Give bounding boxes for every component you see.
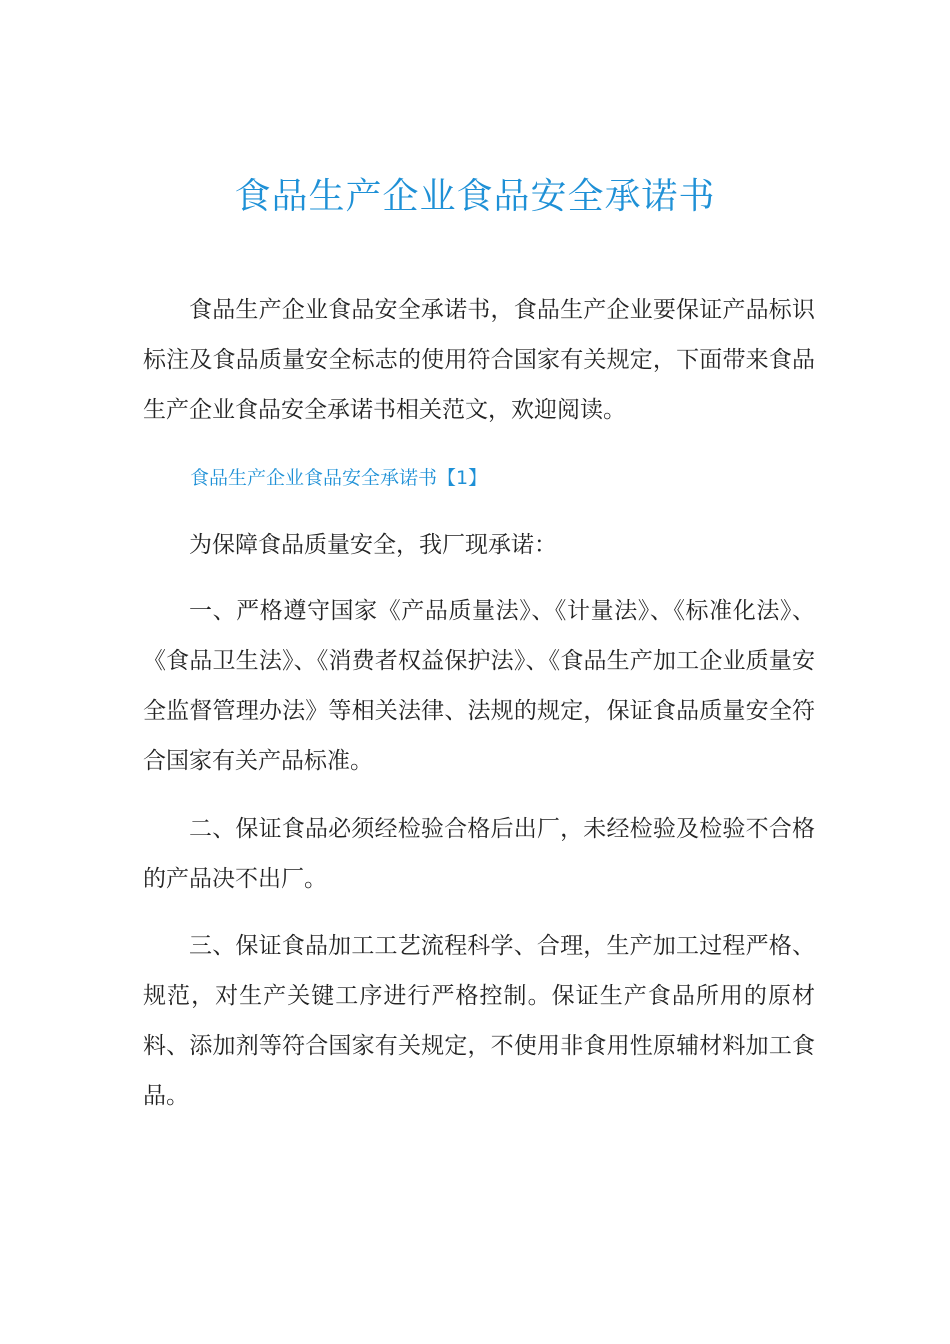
commitment-lead: 为保障食品质量安全，我厂现承诺： <box>189 532 557 558</box>
intro-paragraph: 食品生产企业食品安全承诺书，食品生产企业要保证产品标识标注及食品质量安全标志的使用符合国家有关规定，下面带来食品生产企业食品安全承诺书相关范文，欢迎阅读。 <box>143 297 815 423</box>
document-title: 食品生产企业食品安全承诺书 <box>234 176 716 217</box>
commitment-item-1: 一、严格遵守国家《产品质量法》、《计量法》、《标准化法》、《食品卫生法》、《消费者权益保护法》、《食品生产加工企业质量安全监督管理办法》等相关法律、法规的规定，保证食品质量安全符合国家有关产品标准。 <box>143 598 815 774</box>
section-heading: 食品生产企业食品安全承诺书【1】 <box>190 467 488 489</box>
commitment-item-3: 三、保证食品加工工艺流程科学、合理，生产加工过程严格、规范，对生产关键工序进行严格控制。保证生产食品所用的原材料、添加剂等符合国家有关规定，不使用非食用性原辅材料加工食品。 <box>143 933 815 1109</box>
commitment-item-2: 二、保证食品必须经检验合格后出厂，未经检验及检验不合格的产品决不出厂。 <box>143 816 815 892</box>
